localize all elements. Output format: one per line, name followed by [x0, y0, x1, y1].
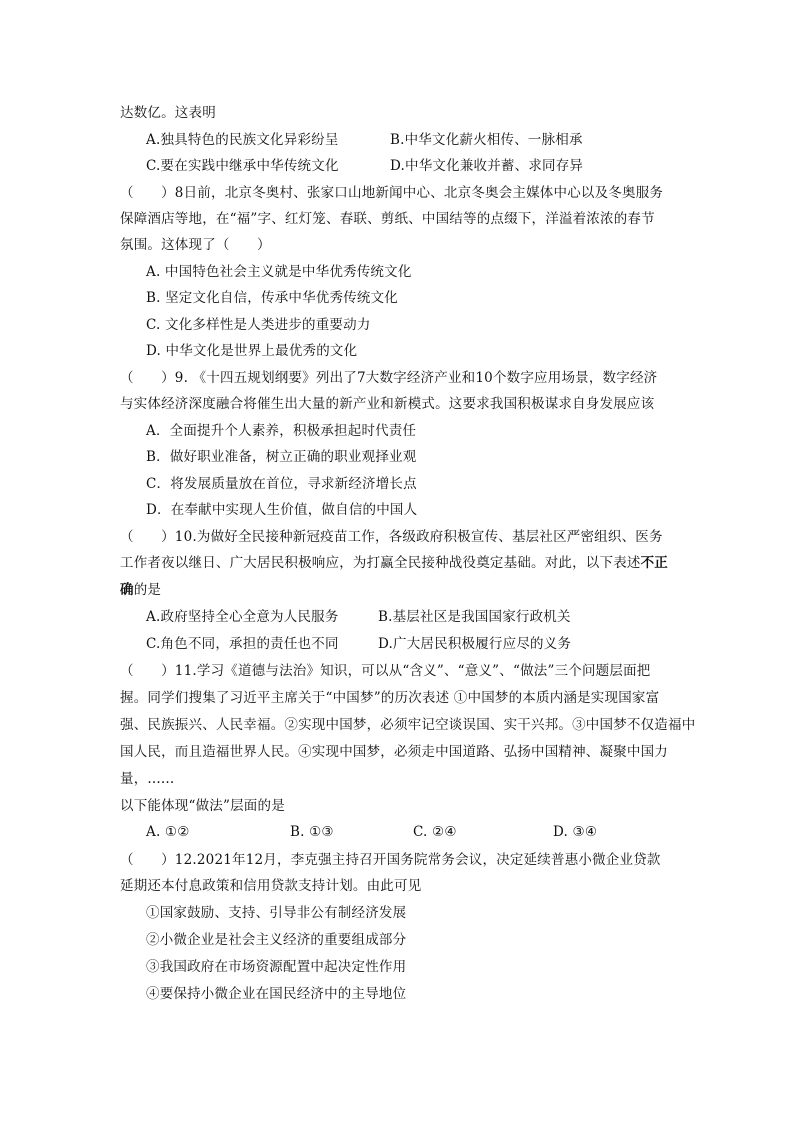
q8-line-2: 保障酒店等地，在“福”字、红灯笼、春联、剪纸、中国结等的点缀下，洋溢着浓浓的春节 [120, 211, 655, 227]
q10-line-3-text: 的是 [133, 582, 162, 598]
q8-option-b: B. 坚定文化自信，传承中华优秀传统文化 [146, 290, 399, 306]
q9-option-a: A．全面提升个人素养，积极承担起时代责任 [146, 423, 417, 439]
q12-statement-2: ②小微企业是社会主义经济的重要组成部分 [146, 932, 407, 948]
q8-option-c: C. 文化多样性是人类进步的重要动力 [146, 317, 371, 333]
q9-option-c: C．将发展质量放在首位，寻求新经济增长点 [146, 476, 417, 492]
q10-option-b: B.基层社区是我国国家行政机关 [378, 609, 571, 625]
q9-line-2: 与实体经济深度融合将催生出大量的新产业和新模式。这要求我国积极谋求自身发展应该 [120, 396, 655, 412]
q11-option-a: A. ①② [146, 824, 190, 840]
q10-emphasis-not-correct: 不正 [640, 555, 669, 571]
q11-line-5: 量，...... [120, 771, 175, 787]
q7-option-d: D.中华文化兼收并蓄、求同存异 [390, 158, 584, 174]
q10-line-2-text: 工作者夜以继日、广大居民积极响应，为打赢全民接种战役奠定基础。对此，以下表述 [120, 555, 641, 571]
q8-option-d: D. 中华文化是世界上最优秀的文化 [146, 343, 358, 359]
q12-statement-4: ④要保持小微企业在国民经济中的主导地位 [146, 986, 407, 1002]
q11-option-c: C. ②④ [413, 824, 457, 840]
q12-statement-1: ①国家鼓励、支持、引导非公有制经济发展 [146, 905, 407, 921]
q11-option-d: D. ③④ [553, 824, 598, 840]
q11-line-6: 以下能体现“做法”层面的是 [120, 798, 285, 814]
q12-statement-3: ③我国政府在市场资源配置中起决定性作用 [146, 959, 407, 975]
q10-option-c: C.角色不同，承担的责任也不同 [146, 636, 339, 652]
q8-option-a: A. 中国特色社会主义就是中华优秀传统文化 [146, 264, 412, 280]
q10-option-a: A.政府坚持全心全意为人民服务 [146, 609, 339, 625]
q11-line-1: （ ）11.学习《道德与法治》知识，可以从“含义”、“意义”、“做法”三个问题层面把 [120, 663, 651, 679]
q11-option-b: B. ①③ [290, 824, 334, 840]
q10-line-1: （ ）10.为做好全民接种新冠疫苗工作，各级政府积极宣传、基层社区严密组织、医务 [120, 529, 663, 545]
q11-line-2: 握。同学们搜集了习近平主席关于“中国梦”的历次表述 ①中国梦的本质内涵是实现国家富 [120, 690, 660, 706]
q11-line-4: 国人民，而且造福世界人民。④实现中国梦，必须走中国道路、弘扬中国精神、凝聚中国力 [120, 744, 668, 760]
q10-emphasis-correct: 确 [120, 582, 134, 598]
q9-option-d: D．在奉献中实现人生价值，做自信的中国人 [146, 502, 418, 518]
q7-option-c: C.要在实践中继承中华传统文化 [146, 158, 339, 174]
q12-line-1: （ ）12.2021年12月，李克强主持召开国务院常务会议，决定延续普惠小微企业贷款 [120, 852, 661, 868]
q7-stem-end: 达数亿。这表明 [120, 105, 216, 121]
q8-line-1: （ ）8日前，北京冬奥村、张家口山地新闻中心、北京冬奥会主媒体中心以及冬奥服务 [120, 185, 664, 201]
q7-option-b: B.中华文化薪火相传、一脉相承 [390, 132, 583, 148]
q10-line-3 [120, 580, 161, 600]
q8-line-3: 氛围。这体现了（ ） [120, 237, 271, 253]
q7-option-a: A.独具特色的民族文化异彩纷呈 [146, 132, 339, 148]
q12-line-2: 延期还本付息政策和信用贷款支持计划。由此可见 [120, 878, 422, 894]
q9-option-b: B．做好职业准备，树立正确的职业观择业观 [146, 449, 417, 465]
q11-line-3: 强、民族振兴、人民幸福。②实现中国梦，必须牢记空谈误国、实干兴邦。③中国梦不仅造福中 [120, 717, 696, 733]
q10-option-d: D.广大居民积极履行应尽的义务 [378, 636, 572, 652]
q9-line-1: （ ）9. 《十四五规划纲要》列出了7大数字经济产业和10个数字应用场景，数字经济 [120, 370, 658, 386]
q10-line-2 [120, 553, 668, 573]
